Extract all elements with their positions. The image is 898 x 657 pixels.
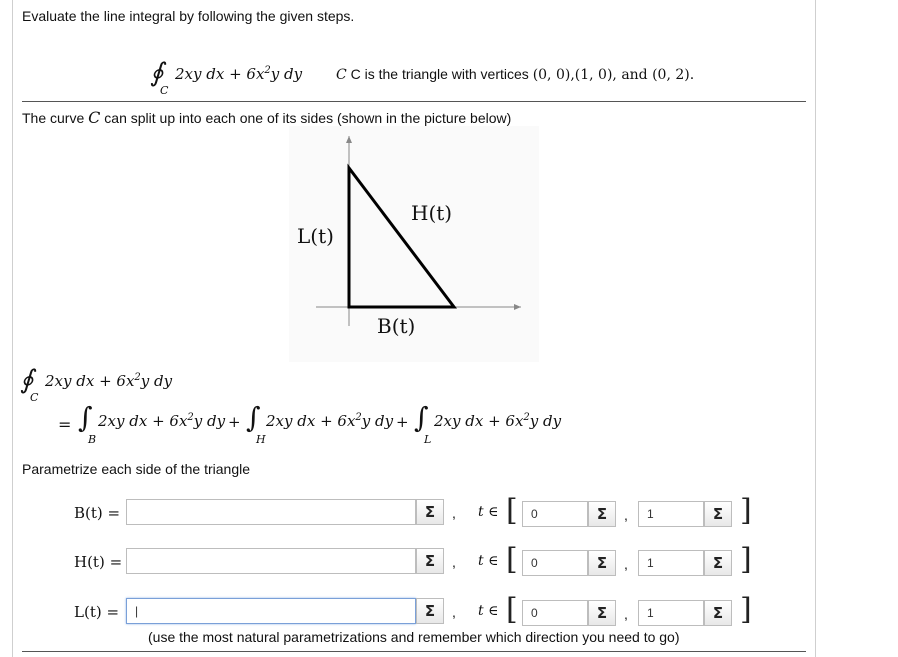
H-interval-end-input[interactable]: 1: [638, 550, 704, 576]
decomposition-equation: ∮ C 2xy dx + $6x^2y$ dy = ∫ B 2xy dx + $6x^2y$ dy + ∫ H 2xy dx + $6x^2y$ dy + ∫ L 2xy dx + $6x^2y$ dy: [20, 365, 562, 446]
L-start-sigma-button[interactable]: Σ: [588, 600, 616, 626]
row-B: B(t) = Σ , t ∈ [ 0 Σ , 1 Σ ]: [74, 493, 752, 528]
bracket-close: ]: [740, 542, 752, 577]
B-interval-start-input[interactable]: 0: [522, 501, 588, 527]
L-end-sigma-button[interactable]: Σ: [704, 600, 732, 626]
H-end-sigma-button[interactable]: Σ: [704, 550, 732, 576]
t-in-label: t ∈: [478, 504, 499, 520]
t-in-label: t ∈: [478, 553, 499, 569]
divider-bottom: [22, 651, 806, 652]
parametrize-heading: Parametrize each side of the triangle: [22, 461, 251, 477]
integral-L-icon: ∫: [414, 401, 429, 434]
triangle-description: C C is the triangle with vertices (0, 0),(1, 0), and (0, 2).: [336, 66, 695, 83]
B-interval-end-input[interactable]: 1: [638, 501, 704, 527]
bracket-open: [: [506, 592, 518, 627]
row-H: H(t) = Σ , t ∈ [ 0 Σ , 1 Σ ]: [74, 542, 752, 577]
H-start-sigma-button[interactable]: Σ: [588, 550, 616, 576]
L-interval-start-input[interactable]: 0: [522, 600, 588, 626]
L-param-input[interactable]: |: [126, 598, 416, 624]
integrand-L: 2xy dx + $6x^2y$ dy: [434, 412, 562, 430]
L-interval-end-input[interactable]: 1: [638, 600, 704, 626]
bracket-open: [: [506, 542, 518, 577]
label-B: B(t): [377, 314, 416, 338]
y-axis-arrow-icon: [346, 136, 352, 143]
label-H: H(t): [411, 201, 453, 225]
integral-H-icon: ∫: [246, 401, 261, 434]
H-interval-start-input[interactable]: 0: [522, 550, 588, 576]
B-end-sigma-button[interactable]: Σ: [704, 501, 732, 527]
integral-B-icon: ∫: [78, 401, 93, 434]
contour-sub: C: [160, 84, 169, 97]
integrand-H: 2xy dx + $6x^2y$ dy: [266, 412, 394, 430]
integral-statement: [150, 58, 710, 98]
H-param-input[interactable]: [126, 548, 416, 574]
bracket-close: ]: [740, 493, 752, 528]
triangle-outline: [349, 168, 454, 307]
row-label-B: B(t) =: [74, 504, 121, 522]
lhs-integrand: 2xy dx + $6x^2y$ dy: [45, 372, 173, 390]
L-param-sigma-button[interactable]: Σ: [416, 598, 444, 624]
triangle-figure: [289, 126, 539, 362]
B-param-input[interactable]: [126, 499, 416, 525]
row-label-L: L(t) =: [74, 603, 120, 621]
integrand-B: 2xy dx + $6x^2y$ dy: [98, 412, 226, 430]
B-start-sigma-button[interactable]: Σ: [588, 501, 616, 527]
bracket-open: [: [506, 493, 518, 528]
instruction-text: Evaluate the line integral by following the given steps.: [22, 8, 355, 24]
row-L: L(t) = | Σ , t ∈ [ 0 Σ , 1 Σ ]: [74, 592, 752, 627]
equals-sign: =: [58, 415, 72, 434]
integrand: 2xy dx + $6x^2y$ dy: [175, 65, 303, 83]
lhs-contour-integral-icon: ∮: [20, 365, 34, 395]
divider-top: [22, 101, 806, 102]
B-param-sigma-button[interactable]: Σ: [416, 499, 444, 525]
bracket-close: ]: [740, 592, 752, 627]
H-param-sigma-button[interactable]: Σ: [416, 548, 444, 574]
x-axis-arrow-icon: [514, 304, 521, 310]
footnote-text: (use the most natural parametrizations and remember which direction you need to go): [148, 629, 680, 645]
label-L: L(t): [297, 224, 334, 248]
row-label-H: H(t) =: [74, 553, 123, 571]
curve-split-text: The curve C can split up into each one of its sides (shown in the picture below): [22, 108, 512, 127]
contour-integral-icon: ∮: [150, 58, 164, 88]
t-in-label: t ∈: [478, 603, 499, 619]
